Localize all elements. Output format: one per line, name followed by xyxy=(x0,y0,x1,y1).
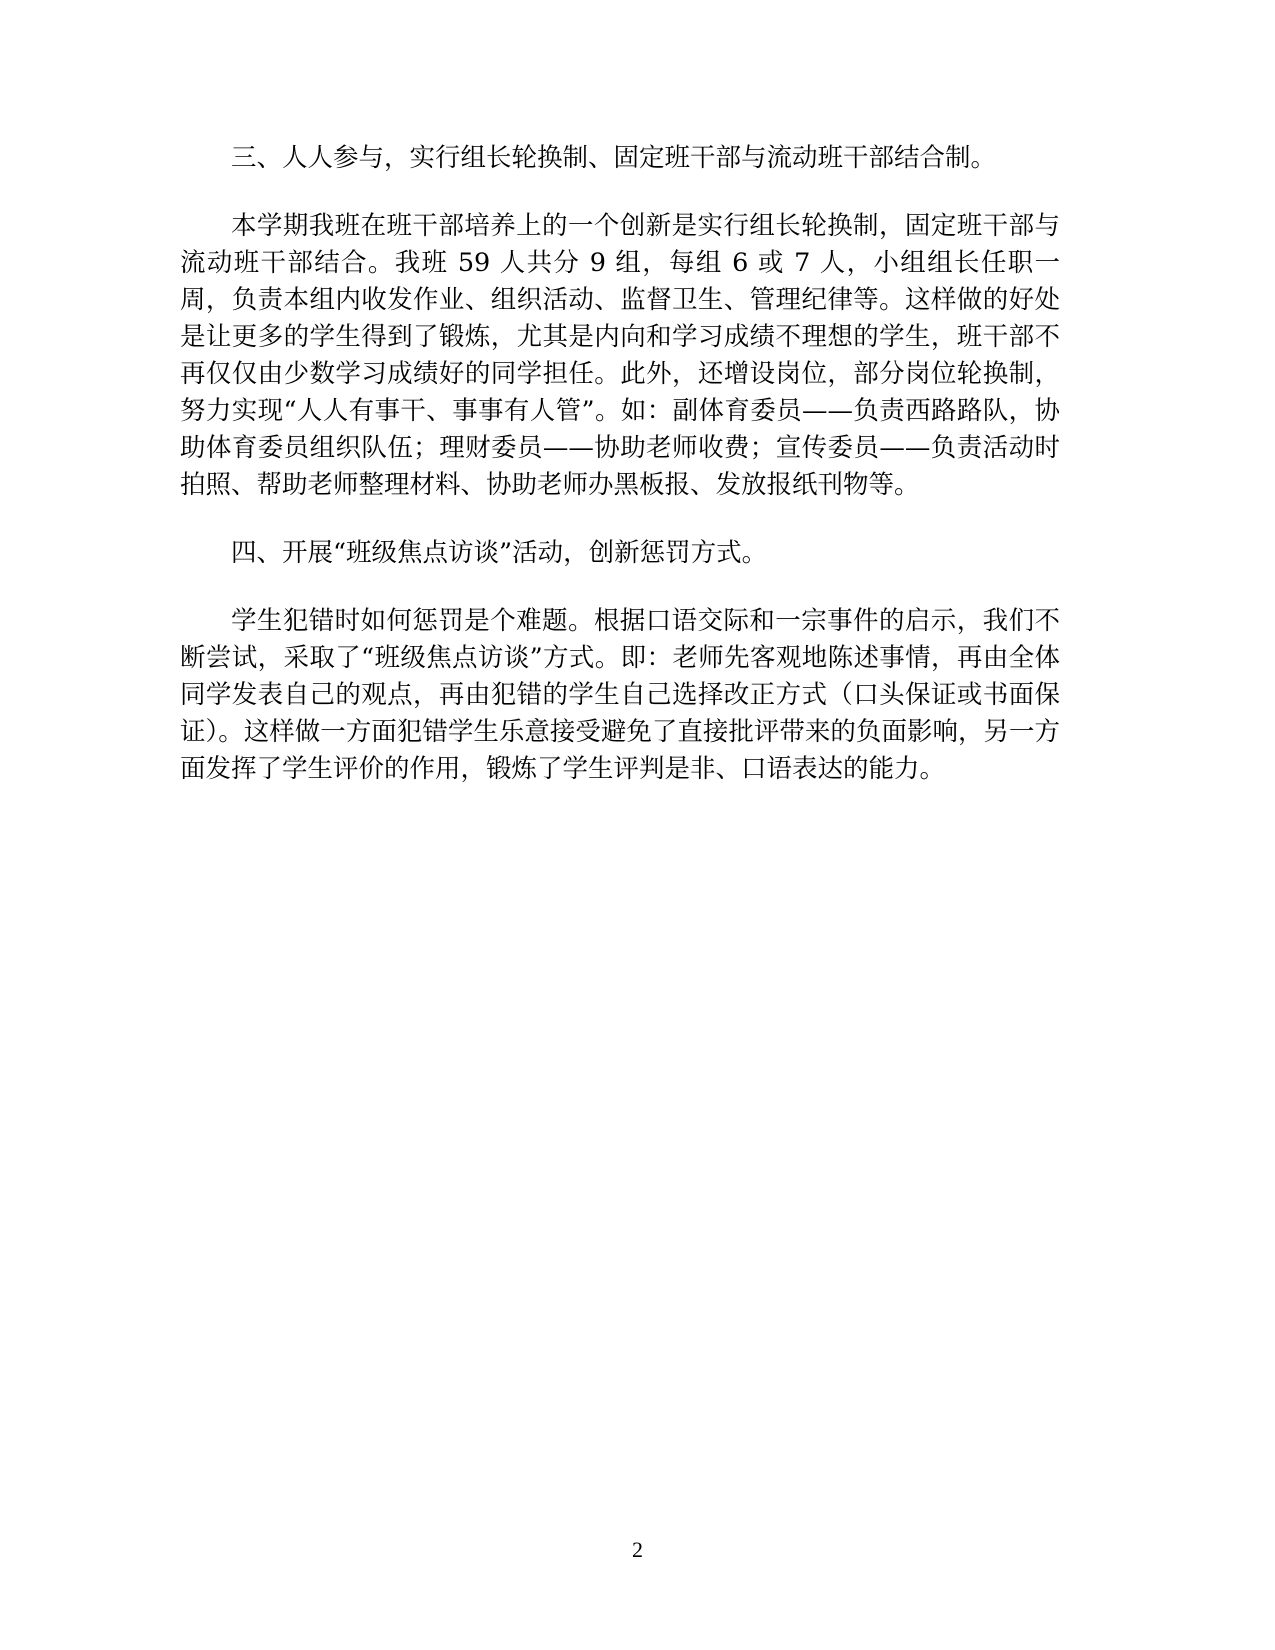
document-body xyxy=(180,140,1060,819)
body-paragraph: 学生犯错时如何惩罚是个难题。根据口语交际和一宗事件的启示，我们不断尝试，采取了“班级焦点访谈”方式。即：老师先客观地陈述事情，再由全体同学发表自己的观点，再由犯错的学生自己选择改正方式（口头保证或书面保证）。这样做一方面犯错学生乐意接受避免了直接批评带来的负面影响，另一方面发挥了学生评价的作用，锻炼了学生评判是非、口语表达的能力。 xyxy=(180,606,1060,784)
section-heading-three: 三、人人参与，实行组长轮换制、固定班干部与流动班干部结合制。 xyxy=(231,143,997,173)
page-number: 2 xyxy=(632,1537,643,1562)
body-paragraph: 本学期我班在班干部培养上的一个创新是实行组长轮换制，固定班干部与流动班干部结合。我班 59 人共分 9 组，每组 6 或 7 人，小组组长任职一周，负责本组内收发作业、组织活动、监督卫生、管理纪律等。这样做的好处是让更多的学生得到了锻炼，尤其是内向和学习成绩不理想的学生，班干部不再仅仅由少数学习成绩好的同学担任。此外，还增设岗位，部分岗位轮换制，努力实现“人人有事干、事事有人管”。如：副体育委员——负责西路路队，协助体育委员组织队伍；理财委员——协助老师收费；宣传委员——负责活动时拍照、帮助老师整理材料、协助老师办黑板报、发放报纸刊物等。 xyxy=(180,211,1060,500)
section-heading-four: 四、开展“班级焦点访谈”活动，创新惩罚方式。 xyxy=(231,538,768,568)
